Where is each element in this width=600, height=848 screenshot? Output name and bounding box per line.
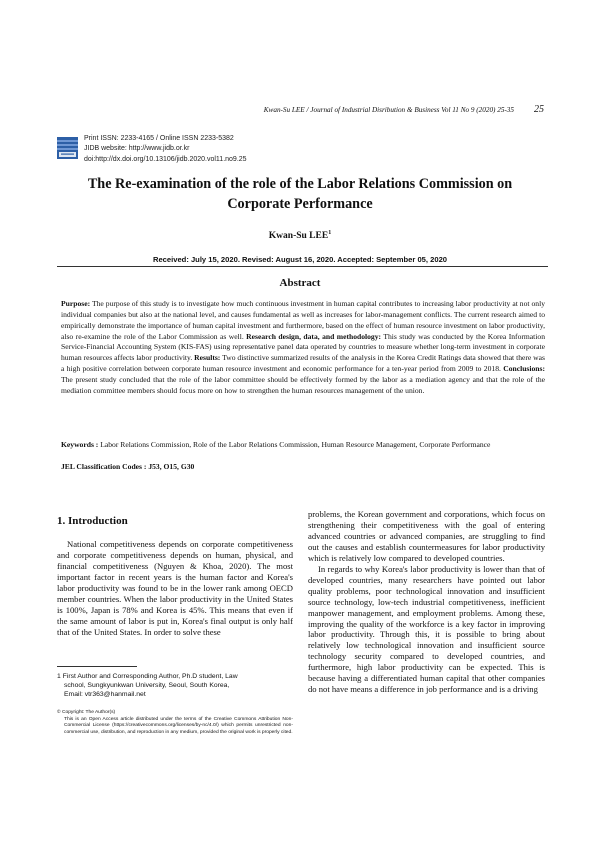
page-number: 25 — [534, 104, 544, 115]
abstract-design-label: Research design, data, and methodology: — [246, 331, 382, 341]
footnote-line-3[interactable]: Email: vtr363@hanmail.net — [64, 691, 146, 699]
abstract-results-label: Results: — [194, 353, 221, 363]
abstract-conclusions-label: Conclusions: — [503, 364, 545, 374]
intro-paragraph-1: National competitiveness depends on corporate competitiveness and corporate competitiveness depends on human, physical, and financial competitiveness (Nguyen & Khoa, 2020). The most important factor in recent years is the human factor and Korea's labor productivity was found to be in the lower rank among OECD member countries. When the labor productivity in the United States is 100%, Japan is 78% and Korea is 45%. This means that even if the same amount of labor is put in, Korea's final output is only half that of the United States. In order to solve these — [57, 539, 293, 637]
logo-mark-icon — [57, 137, 78, 159]
abstract-purpose-text: The purpose of this study is to investigate how much continuous investment in human capital contributes to increasing labor productivity at not only individual companies but also at the national level, and causes fundamental as well as increases for labor-management conflicts. The current research aimed to empirically demonstrate the importance of human capital investment and furthermore, based on the effect of human resource investment on labor productivity, also re-examine the role of the Labor Commission as well. — [61, 299, 545, 341]
abstract-design-text: This study was conducted by the Korea Information Service-Financial Accounting System (KIS-FAS) using representative panel data operated by countries to measure whether long-term investment in corporate human resources affects labor productivity. — [61, 331, 545, 363]
author-footnote-marker: 1 — [328, 230, 332, 236]
intro-paragraph-3: In regards to why Korea's labor productivity is lower than that of developed countries, many researchers have pointed out labor quality problems, poor technological innovation and insufficient source technology, low-tech industrial competitiveness, inefficient manpower management, and employment problems. Among these, improving the quality of the workforce is a key factor in improving labor productivity. Through this, it is possible to bring about relatively low technological innovation and insufficient source technology security compared to developed countries, and furthermore, high labor productivity can be expected. This is because having a differentiated human capital that other companies do not have means a difference in job performance and is a driving — [308, 563, 545, 695]
license-text: This is an Open Access article distributed under the terms of the Creative Commons Attribution Non-Commercial License (https://creativecommons.org/licenses/by-nc/4.0/) which permits unrestricted non-commercial use, distribution, and reproduction in any medium, provided the original work is properly cited. — [64, 716, 293, 735]
abstract-conclusions-text: The present study concluded that the role of the labor committee should be effectively formed by the labor as a mediation agency and that the role of the mediation committee members should focus more on how to strengthen the human resources management of the union. — [61, 374, 545, 395]
author-line — [0, 230, 600, 241]
left-column — [57, 539, 293, 638]
abstract-results-text: Two distinctive summarized results of the analysis in the Korea Credit Ratings data showed that there was a high positive correlation between corporate human resource investment and economic performance for a ten-year period from 2009 to 2018. — [61, 353, 545, 374]
paper-title — [40, 174, 560, 214]
header-divider — [57, 266, 548, 267]
copyright-line: © Copyright: The Author(s) — [57, 710, 116, 715]
abstract-purpose-label: Purpose: — [61, 299, 91, 308]
section-heading-introduction — [57, 515, 128, 527]
license-notice — [57, 710, 293, 736]
footnote-line-1: 1 First Author and Corresponding Author, Ph.D student, Law — [57, 673, 238, 680]
issn-line: Print ISSN: 2233-4165 / Online ISSN 2233-5382 — [84, 135, 234, 142]
submission-dates: Received: July 15, 2020. Revised: August 16, 2020. Accepted: September 05, 2020 — [152, 255, 448, 264]
intro-paragraph-2: problems, the Korean government and corporations, which focus on strengthening their competitiveness with the goal of entering advanced countries or advanced companies, are struggling to find out the causes and establish countermeasures for labor productivity which is relatively low compared to developed countries. — [308, 509, 545, 563]
doi-line[interactable]: doi:http://dx.doi.org/10.13106/jidb.2020.vol11.no9.25 — [84, 155, 247, 163]
author-footnote — [57, 672, 293, 700]
keywords-label: Keywords : — [61, 440, 99, 449]
keywords — [61, 440, 490, 449]
paper-title-line-2: Corporate Performance — [227, 196, 373, 212]
abstract-body — [61, 299, 545, 397]
jel-codes: JEL Classification Codes : J53, O15, G30 — [61, 462, 195, 471]
keywords-text: Labor Relations Commission, Role of the Labor Relations Commission, Human Resource Management, Corporate Performance — [98, 440, 491, 449]
section-number: 1 — [57, 515, 63, 527]
author-name: Kwan-Su LEE — [268, 231, 329, 242]
running-head-text: Kwan-Su LEE / Journal of Industrial Disribution & Business Vol 11 No 9 (2020) 25-35 — [263, 106, 514, 114]
footnote-divider — [57, 666, 137, 667]
website-line[interactable]: JIDB website: http://www.jidb.or.kr — [84, 145, 190, 153]
paper-title-line-1: The Re-examination of the role of the Labor Relations Commission on — [87, 176, 513, 192]
right-column — [308, 509, 545, 695]
abstract-heading: Abstract — [279, 277, 321, 289]
journal-logo-icon — [57, 137, 78, 159]
running-head — [0, 104, 600, 116]
journal-info — [84, 134, 247, 165]
section-title: . Introduction — [62, 515, 128, 527]
footnote-line-2: school, Sungkyunkwan University, Seoul, South Korea, — [64, 682, 230, 690]
